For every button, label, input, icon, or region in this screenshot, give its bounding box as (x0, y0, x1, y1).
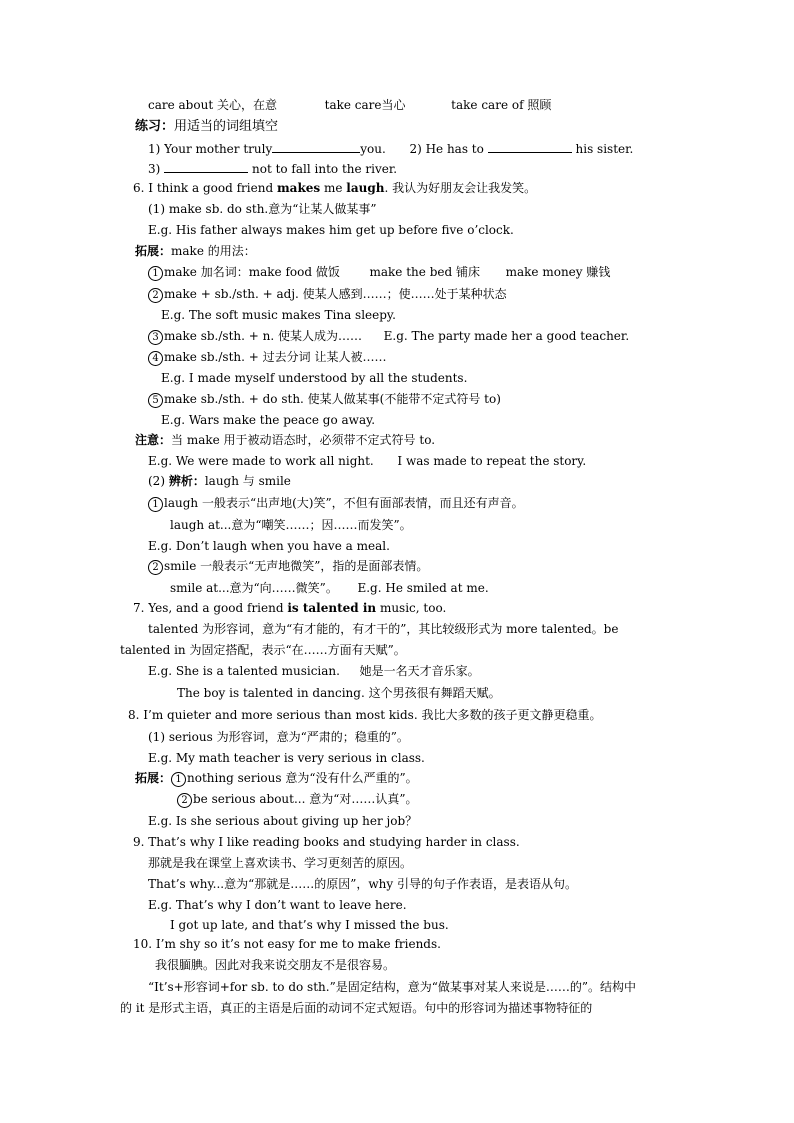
point-6-2: (2) 辨析：laugh 与 smile (148, 474, 291, 488)
circled-number: 1 (148, 497, 163, 512)
make-usage-4: 4 make sb./sth. + 过去分词 让某人被…… (148, 349, 386, 366)
point-10-line1: “It’s+形容词+for sb. to do sth.”是固定结构，意为“做某事对某人来说是……的”。结构中 (148, 980, 636, 994)
extension-8-2: 2 be serious about... 意为“对……认真”。 (177, 791, 418, 808)
example-6-1: E.g. His father always makes him get up before five o’clock. (148, 223, 514, 237)
exercise-heading: 练习：用适当的词组填空 (135, 119, 279, 134)
example-9-1: E.g. That’s why I don’t want to leave here. (148, 898, 407, 912)
circled-number: 2 (148, 560, 163, 575)
make-usage-4-example: E.g. I made myself understood by all the students. (161, 371, 468, 385)
circled-number: 1 (148, 266, 163, 281)
make-usage-5: 5 make sb./sth. + do sth. 使某人做某事(不能带不定式符号 to) (148, 391, 501, 408)
smile-usage-2: 2 smile 一般表示“无声地微笑”，指的是面部表情。 (148, 558, 428, 575)
make-usage-2: 2 make + sb./sth. + adj. 使某人感到……；使……处于某种状态 (148, 286, 507, 303)
sentence-9: 9. That’s why I like reading books and studying harder in class. (133, 835, 520, 849)
sentence-10: 10. I’m shy so it’s not easy for me to make friends. (133, 937, 441, 951)
circled-number: 3 (148, 330, 163, 345)
make-usage-3: 3 make sb./sth. + n. 使某人成为…… E.g. The party made her a good teacher. (148, 328, 629, 345)
make-usage-1: 1 make 加名词：make food 做饭 make the bed 铺床 make money 赚钱 (148, 264, 610, 281)
smile-at-meaning: smile at...意为“向……微笑”。 E.g. He smiled at me. (170, 581, 489, 595)
make-usage-5-example: E.g. Wars make the peace go away. (161, 413, 376, 427)
point-10-line2: 的 it 是形式主语，真正的主语是后面的动词不定式短语。句中的形容词为描述事物特征的 (120, 1001, 593, 1015)
note-heading: 注意：当 make 用于被动语态时，必须带不定式符号 to. (135, 433, 436, 447)
blank-2 (488, 140, 572, 153)
circled-number: 2 (148, 288, 163, 303)
example-8-1: E.g. My math teacher is very serious in class. (148, 751, 425, 765)
point-7-line1: talented 为形容词，意为“有才能的，有才干的”，其比较级形式为 more talented。be (148, 622, 619, 636)
exercise-line-1: 1) Your mother truly you. 2) He has to his sister. (148, 142, 634, 156)
exercise-line-3: 3) not to fall into the river. (148, 162, 398, 176)
point-8-1: (1) serious 为形容词，意为“严肃的；稳重的”。 (148, 730, 409, 744)
example-7-2: The boy is talented in dancing. 这个男孩很有舞蹈天赋。 (177, 686, 501, 700)
note-example: E.g. We were made to work all night. I was made to repeat the story. (148, 454, 587, 468)
point-7-line2: talented in 为固定搭配，表示“在……方面有天赋”。 (120, 643, 406, 657)
sentence-7: 7. Yes, and a good friend is talented in music, too. (133, 601, 447, 615)
circled-number: 4 (148, 351, 163, 366)
point-6-1: (1) make sb. do sth.意为“让某人做某事” (148, 202, 377, 216)
point-9-1: That’s why...意为“那就是……的原因”，why 引导的句子作表语，是表语从句。 (148, 877, 577, 891)
laugh-usage-1: 1 laugh 一般表示“出声地(大)笑”，不但有面部表情，而且还有声音。 (148, 495, 524, 512)
extension-heading: 拓展：make 的用法： (135, 244, 256, 258)
make-usage-2-example: E.g. The soft music makes Tina sleepy. (161, 308, 396, 322)
laugh-example: E.g. Don’t laugh when you have a meal. (148, 539, 390, 553)
laugh-at-meaning: laugh at...意为“嘲笑……；因……而发笑”。 (170, 518, 412, 532)
circled-number: 5 (148, 393, 163, 408)
sentence-10-translation: 我很腼腆。因此对我来说交朋友不是很容易。 (155, 958, 396, 972)
sentence-9-translation: 那就是我在课堂上喜欢读书、学习更刻苦的原因。 (148, 856, 413, 870)
circled-number: 2 (177, 793, 192, 808)
example-9-2: I got up late, and that’s why I missed the bus. (170, 918, 449, 932)
example-8-2: E.g. Is she serious about giving up her job？ (148, 814, 418, 828)
sentence-6: 6. I think a good friend makes me laugh. 我认为好朋友会让我发笑。 (133, 181, 537, 195)
circled-number: 1 (171, 772, 186, 787)
sentence-8: 8. I’m quieter and more serious than most kids. 我比大多数的孩子更文静更稳重。 (128, 708, 602, 722)
blank-1 (272, 140, 360, 153)
extension-8: 拓展： 1 nothing serious 意为“没有什么严重的”。 (135, 771, 418, 785)
example-7-1: E.g. She is a talented musician. 她是一名天才音乐家。 (148, 664, 480, 678)
blank-3 (164, 160, 248, 173)
line-care-about: care about 关心，在意 take care当心 take care of 照顾 (148, 98, 552, 112)
